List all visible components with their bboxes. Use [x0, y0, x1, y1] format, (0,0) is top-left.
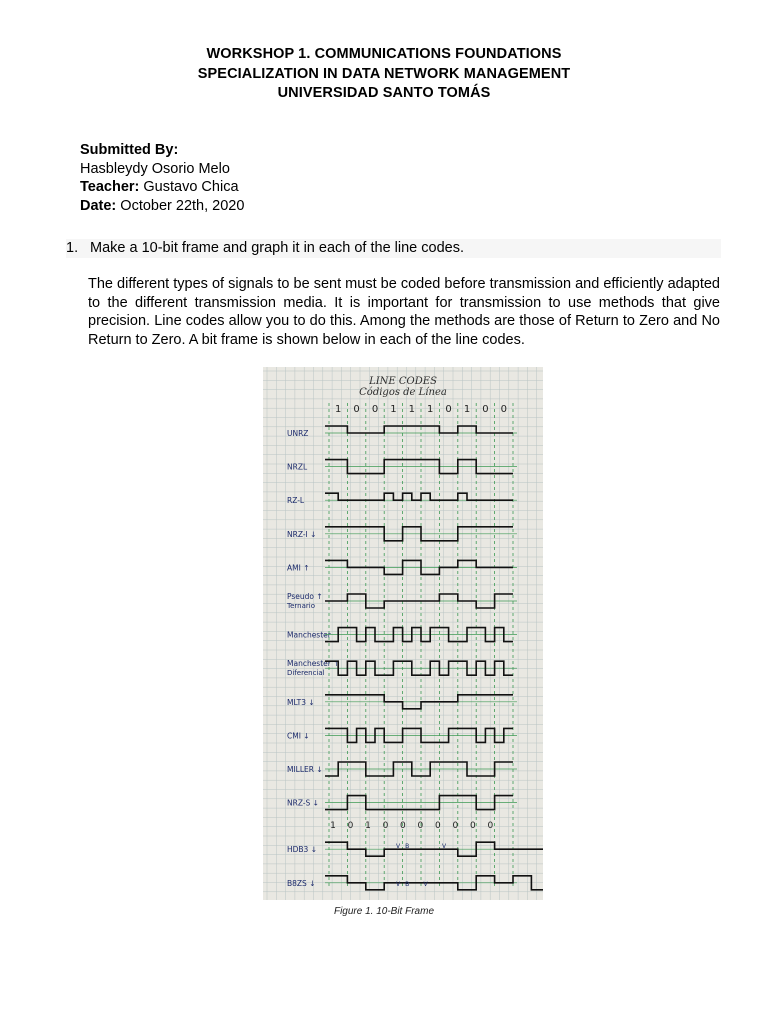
- line-code-row: [287, 493, 517, 505]
- bit-label: 1: [408, 404, 415, 415]
- row-label: HDB3 ↓: [287, 845, 317, 855]
- row-label: UNRZ: [287, 429, 309, 438]
- bit-label-second: 1: [365, 821, 371, 831]
- line-code-row: [286, 592, 517, 610]
- header-title-line1: WORKSHOP 1. COMMUNICATIONS FOUNDATIONS: [206, 46, 562, 62]
- author-name: Hasbleydy Osorio Melo: [80, 160, 230, 177]
- row-label-second: Diferencial: [287, 669, 325, 678]
- row-label: AMI ↑: [287, 563, 310, 573]
- waveform-path: [325, 493, 513, 500]
- line-code-row: [287, 728, 517, 742]
- teacher-label: Teacher:: [80, 179, 140, 195]
- bit-label-second: 0: [435, 821, 441, 831]
- row-label: NRZL: [287, 462, 308, 472]
- date-value: October 22th, 2020: [120, 197, 245, 214]
- waveform-path: [325, 876, 543, 890]
- body-paragraph: The different types of signals to be sent must be coded before transmission and efficiently adapted to the different transmission media. It is important for transmission to use methods that give precision. Line codes allow you to do this. Among the methods are those of Return to Zero and No Return to Zero. A bit frame is shown below in each of the line codes.: [88, 276, 720, 348]
- bit-label-second: 1: [330, 821, 336, 831]
- code-mark: B: [405, 843, 410, 851]
- line-code-row: [287, 842, 543, 856]
- bit-label: 1: [463, 404, 471, 415]
- code-mark: V: [441, 843, 447, 851]
- line-code-row: [287, 460, 517, 474]
- bit-label: 0: [371, 404, 379, 415]
- line-code-row: [287, 695, 517, 709]
- submission-info: [80, 141, 244, 215]
- bit-label: 1: [335, 404, 342, 415]
- header-title-line2: SPECIALIZATION IN DATA NETWORK MANAGEMENT: [197, 65, 571, 82]
- row-label: NRZ-S ↓: [287, 798, 319, 808]
- code-mark: B: [405, 880, 410, 888]
- row-label: MILLER ↓: [287, 765, 323, 774]
- bit-label: 0: [445, 404, 452, 415]
- row-label-second: Ternario: [287, 602, 315, 610]
- bit-label: 0: [353, 404, 360, 415]
- bit-label: 0: [500, 404, 507, 415]
- line-codes-figure: [263, 367, 543, 900]
- line-code-row: [287, 659, 517, 677]
- code-mark: V: [395, 880, 401, 888]
- question-1: [66, 239, 721, 258]
- submitted-by-label: Submitted By:: [80, 142, 179, 158]
- bit-label-second: 0: [452, 821, 459, 831]
- figure-caption: Figure 1. 10-Bit Frame: [333, 906, 435, 917]
- row-label: MLT3 ↓: [287, 697, 315, 707]
- bit-label-second: 0: [400, 821, 406, 831]
- line-code-row: [287, 796, 517, 810]
- row-label: NRZ-I ↓: [287, 529, 317, 539]
- question-text: Make a 10-bit frame and graph it in each of the line codes.: [90, 240, 464, 256]
- row-label: B8ZS ↓: [287, 878, 316, 888]
- bit-label-second: 0: [417, 821, 424, 831]
- header-title-line3: UNIVERSIDAD SANTO TOMÁS: [277, 85, 491, 101]
- bit-label-second: 0: [347, 821, 354, 831]
- question-number: 1.: [66, 240, 79, 256]
- bit-label: 0: [482, 404, 489, 415]
- row-label: Pseudo ↑: [287, 592, 323, 601]
- line-code-row: [287, 560, 517, 574]
- bit-label: 1: [390, 404, 397, 415]
- figure-title-1: LINE CODES: [369, 376, 437, 387]
- code-mark: V: [423, 880, 428, 888]
- date-label: Date:: [80, 197, 117, 214]
- figure-title-2: Códigos de Línea: [359, 387, 447, 398]
- line-code-row: [287, 876, 543, 890]
- line-codes-drawing: [263, 367, 543, 900]
- teacher-name: Gustavo Chica: [143, 179, 239, 195]
- row-label: Manchester: [287, 630, 331, 640]
- row-label: CMI ↓: [287, 731, 310, 741]
- line-code-row: [287, 628, 517, 642]
- row-label: RZ-L: [287, 496, 305, 506]
- row-label: Manchester ↑: [287, 659, 340, 669]
- document-header: [0, 45, 768, 104]
- bit-label-second: 0: [469, 821, 476, 831]
- waveform-path: [325, 842, 543, 856]
- bit-label-second: 0: [382, 821, 389, 831]
- line-code-row: [287, 762, 517, 776]
- bit-label: 1: [427, 404, 434, 415]
- code-mark: V: [395, 843, 401, 851]
- bit-label-second: 0: [487, 821, 494, 831]
